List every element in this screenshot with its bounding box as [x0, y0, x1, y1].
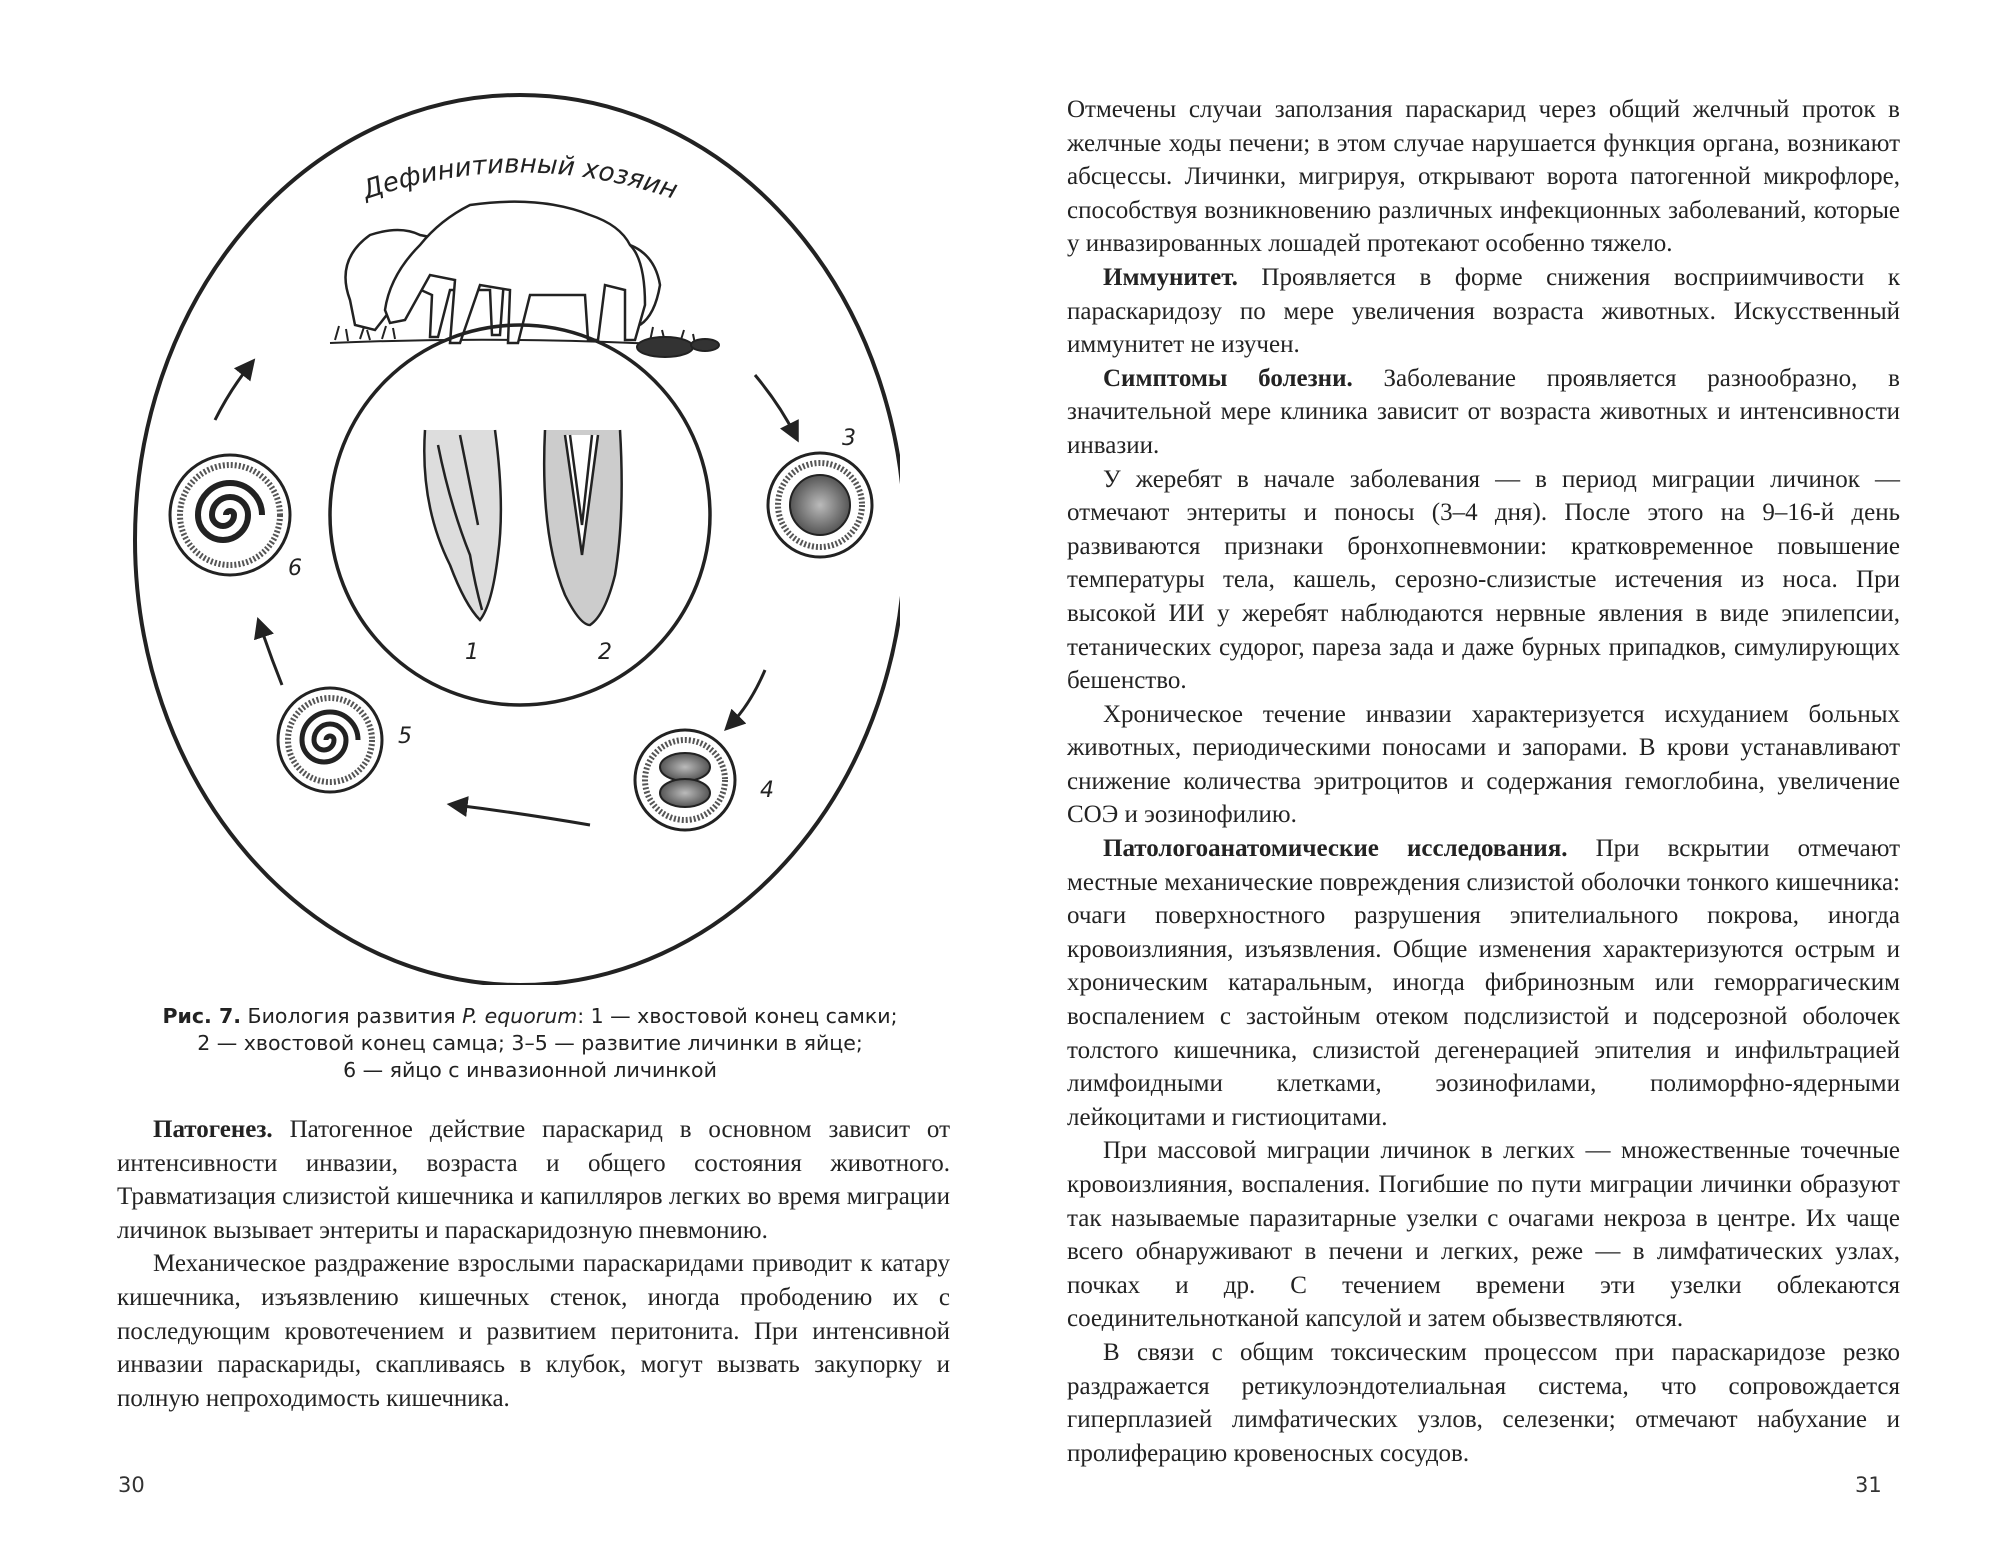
ground-grass — [330, 324, 719, 357]
label-5: 5 — [398, 724, 412, 749]
host-label: Дефинитивный хозяин — [358, 149, 682, 206]
right-page — [1000, 0, 2000, 1558]
left-page-text — [117, 1113, 950, 1415]
heading-immunity: Иммунитет. — [1103, 263, 1238, 291]
paragraph-symptoms: Симптомы болезни. Заболевание проявляется разнообразно, в значительной мере клиника зависит от возраста животных и интенсивности инвазии. — [1067, 364, 1900, 459]
female-tail-end-drawing — [424, 430, 501, 620]
figure-caption — [150, 1003, 910, 1084]
figure-label: Рис. 7. — [162, 1004, 242, 1028]
egg-stage-4 — [635, 730, 735, 830]
paragraph: У жеребят в начале заболевания — в период миграции личинок — отмечают энтериты и поносы (3–4 дня). После этого на 9–16-й день развиваются признаки бронхопневмонии: кратковременное повышение температуры тела, кашель, серозно-слизистые истечения из носа. При высокой ИИ у жеребят наблюдаются нервные явления в виде эпилепсии, тетанических судорог, пареза зада и даже бурных припадков, симулирующих бешенство. — [1067, 465, 1900, 695]
label-3: 3 — [842, 426, 856, 451]
egg-stage-6 — [170, 455, 290, 575]
right-page-text — [1067, 93, 1900, 1470]
page-number-right: 31 — [1855, 1473, 1882, 1497]
caption-line3: 6 — яйцо с инвазионной личинкой — [343, 1058, 717, 1082]
caption-line2: 2 — хвостовой конец самца; 3–5 — развитие личинки в яйце; — [197, 1031, 863, 1055]
inner-circle — [330, 325, 710, 705]
horse-illustration — [346, 202, 661, 343]
label-2: 2 — [598, 640, 612, 665]
paragraph-pathogenesis: Патогенез. Патогенное действие параскарид в основном зависит от интенсивности инвазии, возраста и общего состояния животного. Травматизация слизистой кишечника и капилляров легких во время миграции личинок вызывает энтериты и параскаридозную пневмонию. — [117, 1116, 950, 1244]
male-tail-end-drawing — [544, 430, 622, 625]
paragraph: Механическое раздражение взрослыми параскаридами приводит к катару кишечника, изъязвлению кишечных стенок, иногда прободению их с последующим кровотечением и развитием перитонита. При интенсивной инвазии параскариды, скапливаясь в клубок, могут вызвать закупорку и полную непроходимость кишечника. — [117, 1250, 950, 1412]
page-number-left: 30 — [118, 1473, 145, 1497]
egg-stage-5 — [278, 688, 382, 792]
label-6: 6 — [288, 556, 302, 581]
caption-species: P. equorum — [462, 1004, 578, 1028]
life-cycle-figure — [120, 85, 900, 985]
paragraph: В связи с общим токсическим процессом при параскаридозе резко раздражается ретикулоэндотелиальная система, что сопровождается гиперплазией лимфатических узлов, селезенки; отмечают набухание и пролиферацию кровеносных сосудов. — [1067, 1338, 1900, 1467]
egg-stage-3 — [768, 453, 872, 557]
label-1: 1 — [465, 640, 479, 665]
heading-pathogenesis: Патогенез. — [153, 1116, 273, 1143]
caption-line1-post: : 1 — хвостовой конец самки; — [577, 1004, 898, 1028]
label-4: 4 — [760, 778, 774, 803]
paragraph: Отмечены случаи заползания параскарид через общий желчный проток в желчные ходы печени; в этом случае нарушается функция органа, возникают абсцессы. Личинки, мигрируя, открывают ворота патогенной микрофлоре, способствуя возникновению различных инфекционных заболеваний, которые у инвазированных лошадей протекают особенно тяжело. — [1067, 96, 1900, 258]
paragraph-pathology: Патологоанатомические исследования. При вскрытии отмечают местные механические повреждения слизистой оболочки тонкого кишечника: очаги поверхностного разрушения эпителиального покрова, иногда кровоизлияния, изъязвления. Общие изменения характеризуются острым и хроническим катаральным, иногда фибринозным или геморрагическим воспалением с застойным отеком подслизистой и подсерозной оболочек толстого кишечника, слизистой дегенерацией эпителия и инфильтрацией лимфоидными клетками, эозинофилами, полиморфно-ядерными лейкоцитами и гистиоцитами. — [1067, 835, 1900, 1131]
paragraph-immunity: Иммунитет. Проявляется в форме снижения восприимчивости к параскаридозу по мере увеличения возраста животных. Искусственный иммунитет не изучен. — [1067, 263, 1900, 359]
paragraph: Хроническое течение инвазии характеризуется исхуданием больных животных, периодическими поносами и запорами. В крови устанавливают снижение количества эритроцитов и содержания гемоглобина, увеличение СОЭ и эозинофилию. — [1067, 700, 1900, 829]
caption-line1-pre: Биология развития — [241, 1004, 463, 1028]
paragraph: При массовой миграции личинок в легких — множественные точечные кровоизлияния, воспаления. Погибшие по пути миграции личинки образуют так называемые паразитарные узелки с очагами некроза в центре. Их чаще всего обнаруживают в печени и легких, реже — в лимфатических узлах, почках и др. С течением времени эти узелки облекаются соединительнотканой капсулой и затем обызвествляются. — [1067, 1137, 1900, 1333]
heading-pathology: Патологоанатомические исследования. — [1103, 835, 1568, 863]
heading-symptoms: Симптомы болезни. — [1103, 364, 1353, 392]
